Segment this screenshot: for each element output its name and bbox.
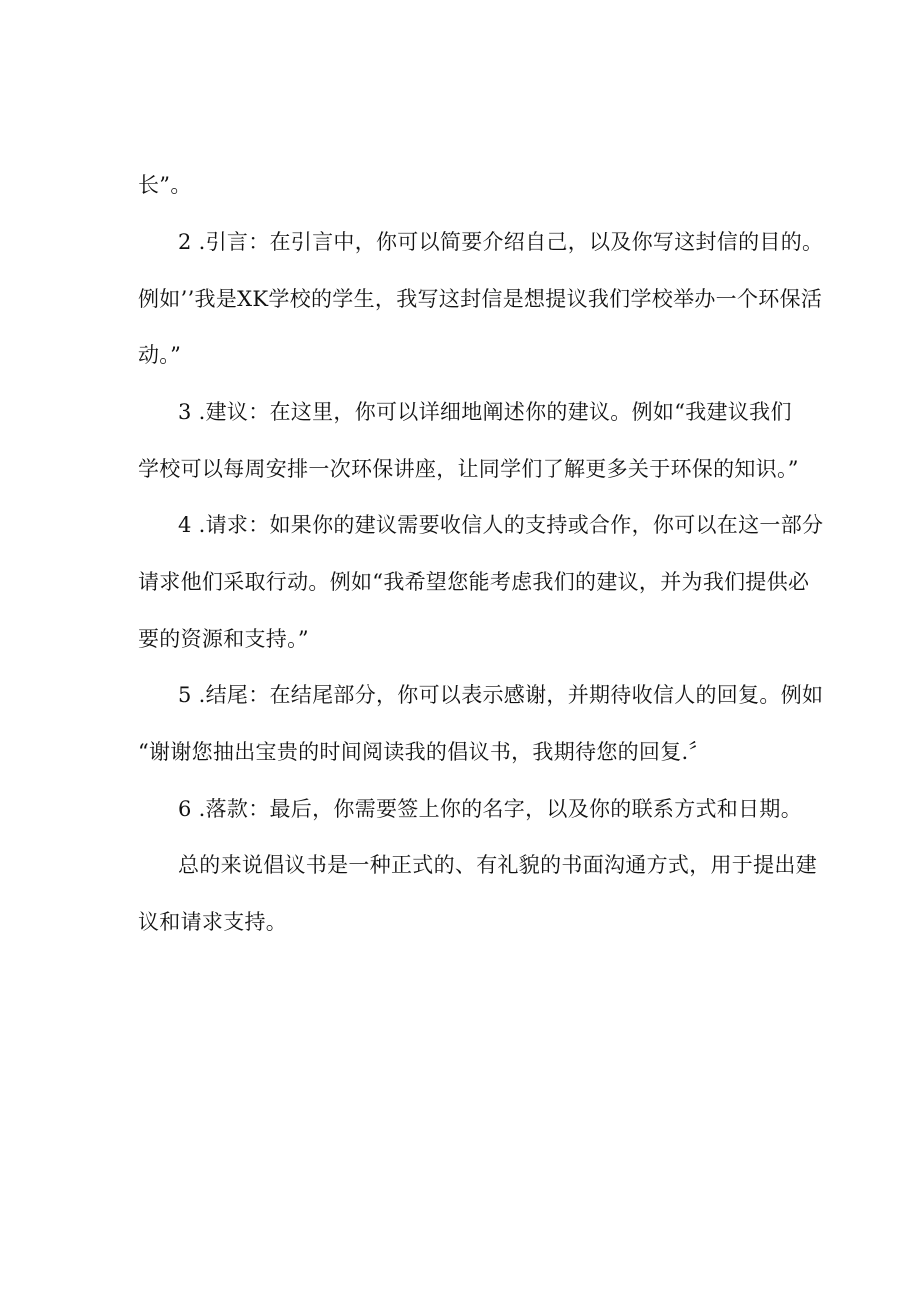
text-line-1: 长”。 (138, 173, 192, 197)
text-line-3: 例如’’我是XK学校的学生，我写这封信是想提议我们学校举办一个环保活 (138, 287, 823, 311)
item-5-closing: 5 .结尾：在结尾部分，你可以表示感谢，并期待收信人的回复。例如 (178, 683, 824, 707)
text-line-4: 动。” (138, 343, 182, 367)
item-2-intro: 2 .引言：在引言中，你可以简要介绍自己，以及你写这封信的目的。 (178, 230, 824, 254)
text-line-9: 要的资源和支持。” (138, 627, 309, 651)
item-3-suggestion: 3 .建议：在这里，你可以详细地阐述你的建议。例如“我建议我们 (178, 400, 792, 424)
text-line-6: 学校可以每周安排一次环保讲座，让同学们了解更多关于环保的知识。” (138, 457, 799, 481)
text-line-11: “谢谢您抽出宝贵的时间阅读我的倡议书，我期待您的回复.〞 (138, 740, 710, 764)
summary-paragraph: 总的来说倡议书是一种正式的、有礼貌的书面沟通方式，用于提出建 (178, 853, 817, 877)
text-line-14: 议和请求支持。 (138, 910, 288, 934)
item-6-signature: 6 .落款：最后，你需要签上你的名字，以及你的联系方式和日期。 (178, 797, 803, 821)
text-line-8: 请求他们采取行动。例如“我希望您能考虑我们的建议，并为我们提供必 (138, 570, 810, 594)
item-4-request: 4 .请求：如果你的建议需要收信人的支持或合作，你可以在这一部分 (178, 513, 824, 537)
